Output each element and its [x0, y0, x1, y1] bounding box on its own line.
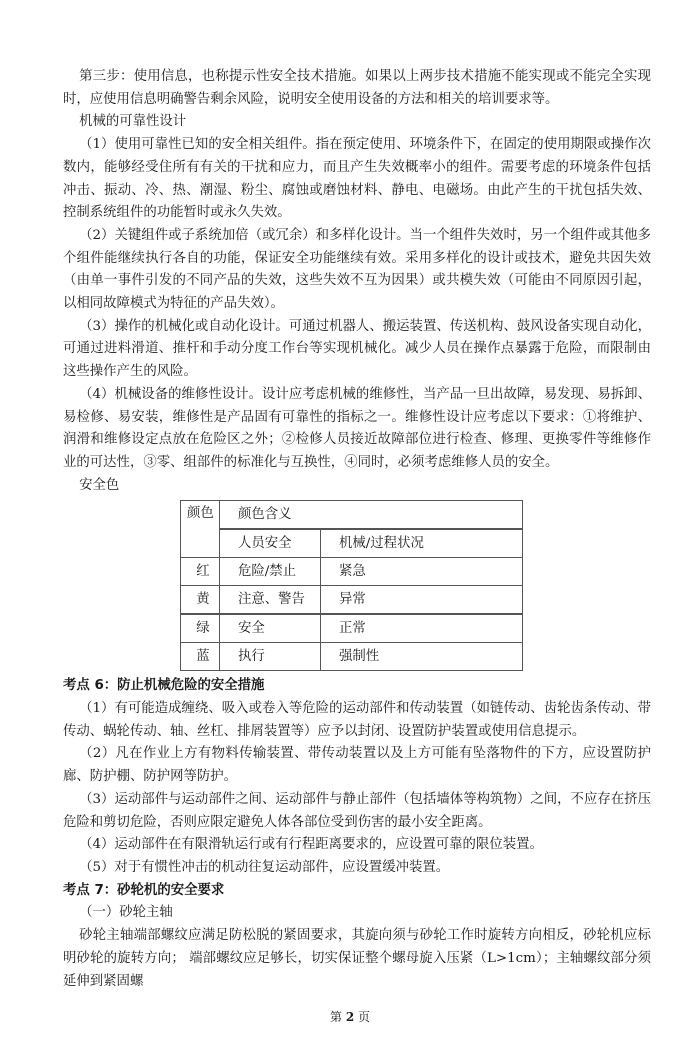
table-row [181, 586, 523, 615]
subheading-safety-color: 安全色 [79, 477, 120, 493]
table-row [181, 614, 523, 643]
section6-item: （3）运动部件与运动部件之间、运动部件与静止部件（包括墙体等构筑物）之间，不应存在挤压危险和剪切危险，否则应限定避免人体各部位受到伤害的最小安全距离。 [63, 791, 651, 830]
section7-subheading: （一）砂轮主轴 [79, 905, 173, 921]
cell-person: 安全 [220, 614, 321, 643]
section7-heading: 考点 7：砂轮机的安全要求 [63, 882, 225, 898]
safety-color-table-wrapper [180, 500, 651, 671]
cell-machine: 强制性 [321, 643, 523, 671]
section6-item: （1）有可能造成缠绕、吸入或卷入等危险的运动部件和传动装置（如链传动、齿轮齿条传动、带传动、蜗轮传动、轴、丝杠、排屑装置等）应予以封闭、设置防护装置或使用信息提示。 [63, 701, 651, 739]
subheading-reliability: 机械的可靠性设计 [79, 114, 187, 130]
document-body [63, 66, 651, 993]
header-meaning: 颜色含义 [220, 501, 523, 530]
header-color: 颜色 [181, 501, 220, 558]
cell-color: 蓝 [181, 643, 220, 671]
cell-person: 注意、警告 [220, 586, 321, 615]
cell-machine: 紧急 [321, 558, 523, 586]
section6-heading: 考点 6：防止机械危险的安全措施 [63, 678, 265, 694]
table-header-row [181, 501, 523, 530]
cell-machine: 异常 [321, 586, 523, 615]
section6-item: （2）凡在作业上方有物料传输装置、带传动装置以及上方可能有坠落物件的下方，应设置防护廊、防护棚、防护网等防护。 [63, 746, 651, 785]
footer-suffix: 页 [358, 1010, 371, 1025]
section6-item: （4）运动部件在有限滑轨运行或有行程距离要求的，应设置可靠的限位装置。 [79, 837, 543, 853]
paragraph-reliability-2: （2）关键组件或子系统加倍（或冗余）和多样化设计。当一个组件失效时，另一个组件或其他多个组件能继续执行各自的功能，保证安全功能继续有效。采用多样化的设计或技术，避免共因失效（由单一事件引发的不同产品的失效，这些失效不互为因果）或共模失效（可能由不同原因引起，以相同故障模式为特征的产品失效）。 [63, 227, 651, 312]
table-subheader-row [181, 529, 523, 558]
header-machine-status: 机械/过程状况 [321, 529, 523, 558]
section6-item: （5）对于有惯性冲击的机动往复运动部件，应设置缓冲装置。 [79, 859, 450, 875]
header-person-safety: 人员安全 [220, 529, 321, 558]
cell-machine: 正常 [321, 614, 523, 643]
paragraph-reliability-1: （1）使用可靠性已知的安全相关组件。指在预定使用、环境条件下，在固定的使用期限或操作次数内，能够经受住所有有关的干扰和应力，而且产生失效概率小的组件。需要考虑的环境条件包括冲击、振动、冷、热、潮湿、粉尘、腐蚀或磨蚀材料、静电、电磁场。由此产生的干扰包括失效、控制系统组件的功能暂时或永久失效。 [63, 137, 651, 221]
paragraph-reliability-4: （4）机械设备的维修性设计。设计应考虑机械的维修性，当产品一旦出故障，易发现、易拆卸、易检修、易安装，维修性是产品固有可靠性的指标之一。维修性设计应考虑以下要求：①将维护、润滑和维修设定点放在危险区之外；②检修人员接近故障部位进行检查、修理、更换零件等维修作业的可达性，③零、组部件的标准化与互换性，④同时，必须考虑维修人员的安全。 [63, 386, 651, 470]
cell-person: 执行 [220, 643, 321, 671]
footer-prefix: 第 [329, 1010, 342, 1025]
paragraph-reliability-3: （3）操作的机械化或自动化设计。可通过机器人、搬运装置、传送机构、鼓风设备实现自动化，可通过进料滑道、推杆和手动分度工作台等实现机械化。减少人员在操作点暴露于危险，而限制由这些操作产生的风险。 [63, 318, 651, 380]
page-footer [0, 993, 700, 1055]
safety-color-table [180, 500, 523, 671]
paragraph-step3: 第三步：使用信息，也称提示性安全技术措施。如果以上两步技术措施不能实现或不能完全实现时，应使用信息明确警告剩余风险，说明安全使用设备的方法和相关的培训要求等。 [63, 69, 651, 107]
page-number: 2 [345, 1010, 355, 1025]
cell-color: 绿 [181, 614, 220, 643]
cell-person: 危险/禁止 [220, 558, 321, 586]
section7-paragraph: 砂轮主轴端部螺纹应满足防松脱的紧固要求，其旋向须与砂轮工作时旋转方向相反，砂轮机应标明砂轮的旋转方向； 端部螺纹应足够长，切实保证整个螺母旋入压紧（L>1cm）；主轴螺纹部分须延伸到紧固螺 [63, 928, 651, 989]
cell-color: 红 [181, 558, 220, 586]
cell-color: 黄 [181, 586, 220, 615]
table-row [181, 558, 523, 586]
table-row [181, 643, 523, 671]
